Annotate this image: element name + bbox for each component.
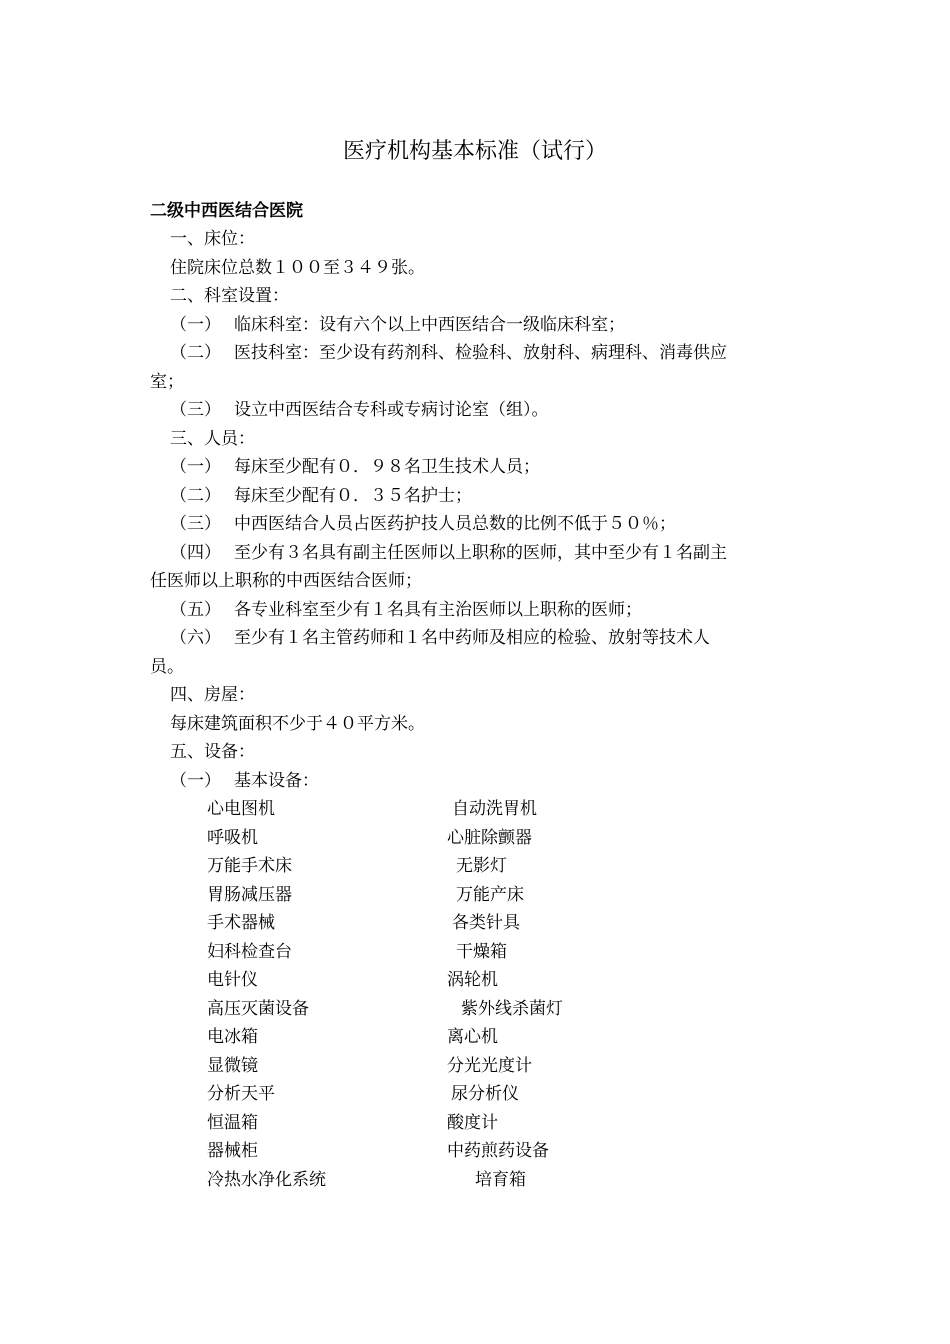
equipment-item: 紫外线杀菌灯 — [461, 999, 563, 1019]
housing-heading: 四、房屋： — [170, 685, 255, 705]
equipment-item: 电针仪 — [207, 970, 258, 990]
item-number: （五） — [170, 600, 221, 620]
item-number: （四） — [170, 543, 221, 563]
equipment-item: 冷热水净化系统 — [207, 1170, 326, 1190]
item-continuation: 室； — [150, 372, 184, 392]
item-number: （六） — [170, 628, 221, 648]
equipment-item: 培育箱 — [475, 1170, 526, 1190]
staff-item — [170, 510, 676, 538]
staff-item — [170, 453, 540, 481]
item-number: （二） — [170, 486, 221, 506]
equipment-item: 中药煎药设备 — [447, 1141, 549, 1161]
equipment-item: 分析天平 — [207, 1084, 275, 1104]
departments-heading: 二、科室设置： — [170, 286, 289, 306]
department-item — [170, 311, 625, 339]
equipment-item: 干燥箱 — [456, 942, 507, 962]
equipment-item: 自动洗胃机 — [452, 799, 537, 819]
equipment-item: 离心机 — [447, 1027, 498, 1047]
equipment-item: 万能产床 — [456, 885, 524, 905]
equipment-item: 妇科检查台 — [207, 942, 292, 962]
item-number: （一） — [170, 315, 221, 335]
section-heading: 二级中西医结合医院 — [150, 201, 303, 221]
equipment-item: 呼吸机 — [207, 828, 258, 848]
item-number: （三） — [170, 514, 221, 534]
item-text: 至少有１名主管药师和１名中药师及相应的检验、放射等技术人 — [234, 628, 710, 648]
equipment-item: 手术器械 — [207, 913, 275, 933]
staff-item — [170, 624, 710, 652]
item-text: 临床科室：设有六个以上中西医结合一级临床科室； — [234, 315, 625, 335]
item-text: 基本设备： — [234, 771, 319, 791]
equipment-item: 电冰箱 — [207, 1027, 258, 1047]
staff-heading: 三、人员： — [170, 429, 255, 449]
staff-item — [170, 539, 727, 567]
document-title: 医疗机构基本标准（试行） — [342, 139, 607, 164]
equipment-item: 酸度计 — [447, 1113, 498, 1133]
equipment-item: 高压灭菌设备 — [207, 999, 309, 1019]
department-item — [170, 396, 549, 424]
equipment-heading: 五、设备： — [170, 742, 255, 762]
item-text: 每床至少配有０．３５名护士； — [234, 486, 472, 506]
equipment-item: 胃肠减压器 — [207, 885, 292, 905]
equipment-item: 心电图机 — [207, 799, 275, 819]
equipment-subheading — [170, 767, 319, 795]
item-number: （一） — [170, 771, 221, 791]
equipment-item: 显微镜 — [207, 1056, 258, 1076]
equipment-item: 尿分析仪 — [451, 1084, 519, 1104]
beds-heading: 一、床位： — [170, 229, 255, 249]
equipment-item: 无影灯 — [456, 856, 507, 876]
item-text: 设立中西医结合专科或专病讨论室（组）。 — [234, 400, 549, 420]
equipment-item: 器械柜 — [207, 1141, 258, 1161]
equipment-item: 万能手术床 — [207, 856, 292, 876]
beds-text: 住院床位总数１００至３４９张。 — [170, 258, 425, 278]
item-continuation: 任医师以上职称的中西医结合医师； — [150, 571, 422, 591]
item-number: （二） — [170, 343, 221, 363]
equipment-item: 涡轮机 — [447, 970, 498, 990]
equipment-item: 恒温箱 — [207, 1113, 258, 1133]
department-item — [170, 339, 727, 367]
housing-text: 每床建筑面积不少于４０平方米。 — [170, 714, 425, 734]
item-number: （三） — [170, 400, 221, 420]
item-text: 至少有３名具有副主任医师以上职称的医师，其中至少有１名副主 — [234, 543, 727, 563]
equipment-item: 各类针具 — [452, 913, 520, 933]
staff-item — [170, 482, 472, 510]
item-text: 各专业科室至少有１名具有主治医师以上职称的医师； — [234, 600, 642, 620]
item-text: 每床至少配有０．９８名卫生技术人员； — [234, 457, 540, 477]
item-number: （一） — [170, 457, 221, 477]
equipment-item: 分光光度计 — [447, 1056, 532, 1076]
item-text: 医技科室：至少设有药剂科、检验科、放射科、病理科、消毒供应 — [234, 343, 727, 363]
item-text: 中西医结合人员占医药护技人员总数的比例不低于５０％； — [234, 514, 676, 534]
equipment-item: 心脏除颤器 — [447, 828, 532, 848]
staff-item — [170, 596, 642, 624]
item-continuation: 员。 — [150, 657, 184, 677]
